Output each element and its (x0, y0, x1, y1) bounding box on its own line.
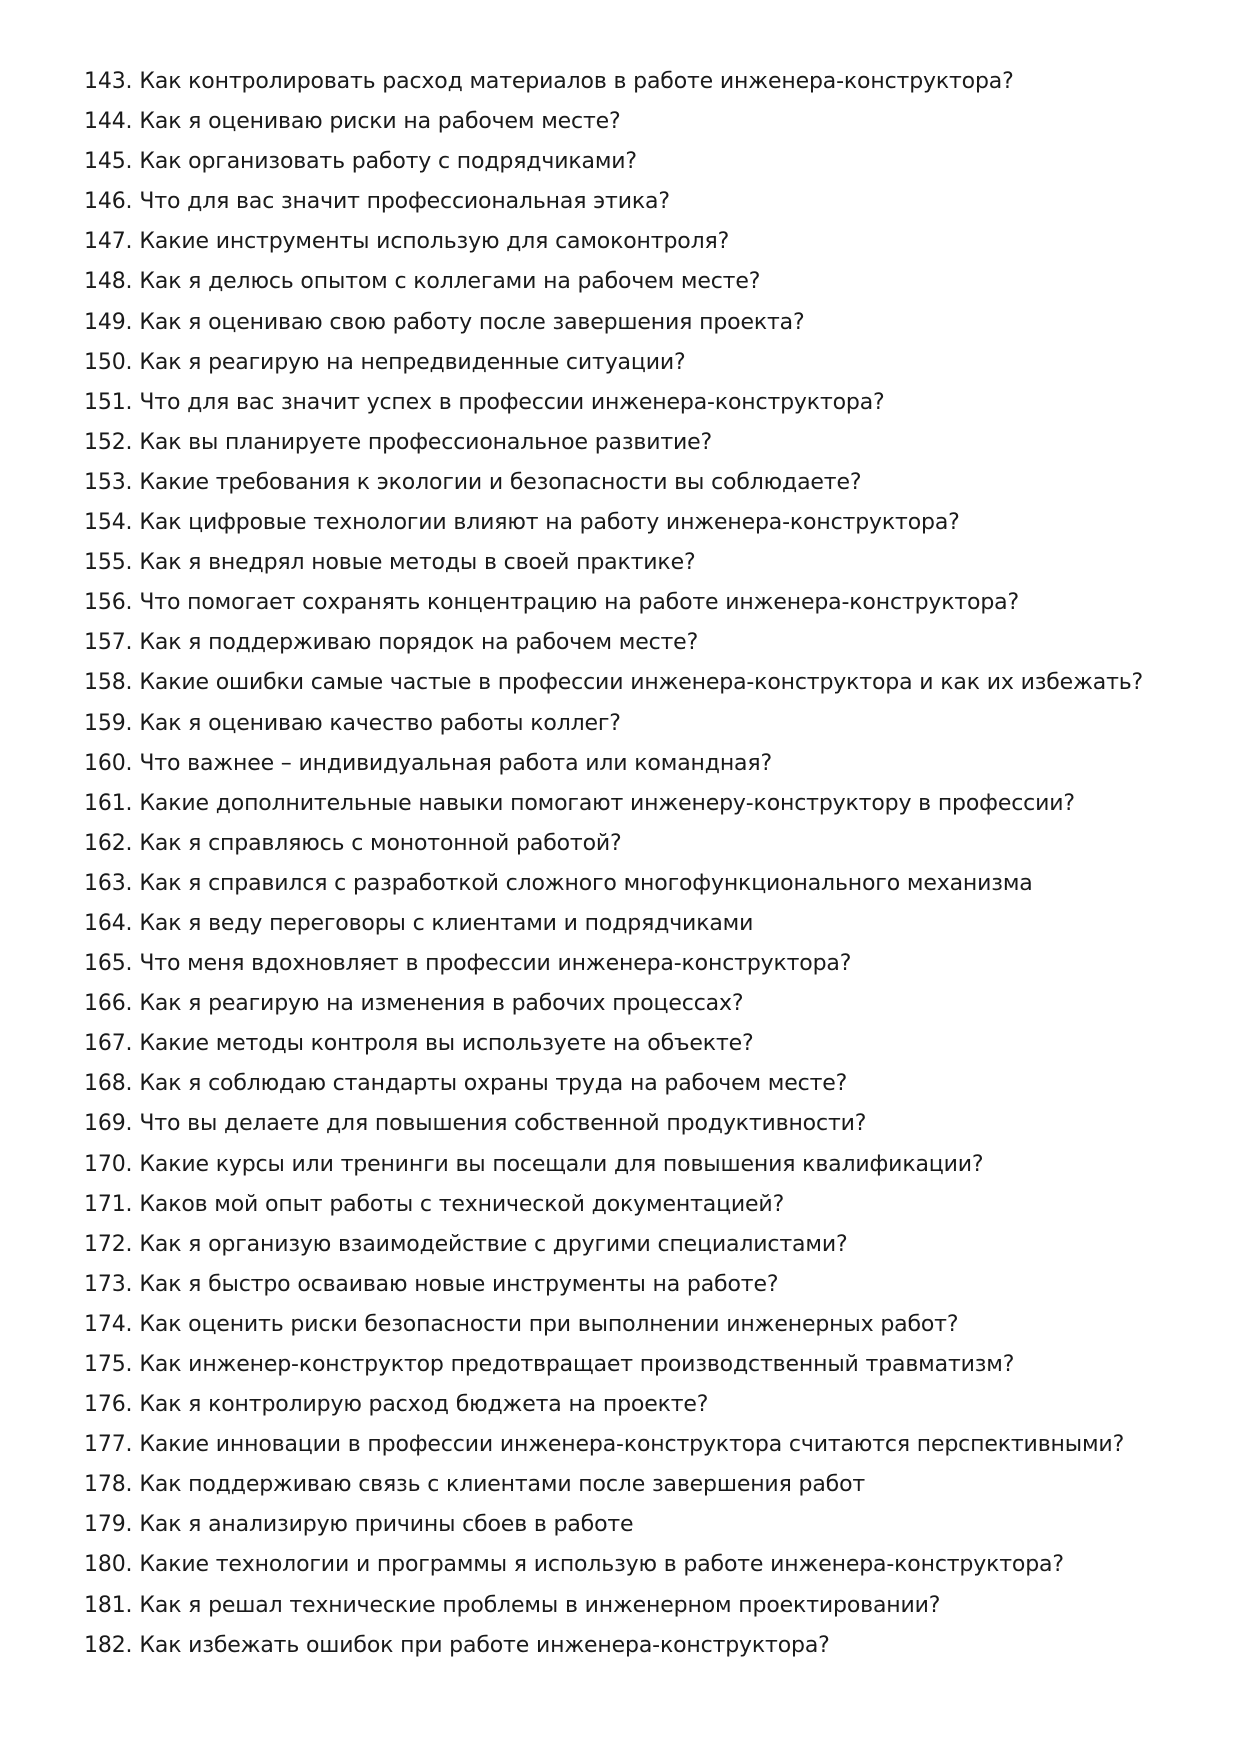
question-text: Как я контролирую расход бюджета на проекте? (139, 1392, 709, 1418)
question-text: Как я внедрял новые методы в своей практике? (139, 550, 696, 576)
question-text: Как я реагирую на изменения в рабочих процессах? (139, 991, 744, 1017)
question-text: Какие инновации в профессии инженера-конструктора считаются перспективными? (139, 1432, 1125, 1458)
question-text: Как инженер-конструктор предотвращает производственный травматизм? (139, 1352, 1015, 1377)
list-item (84, 1265, 1184, 1305)
question-number: 155. (84, 550, 133, 576)
question-number: 147. (84, 229, 133, 255)
list-item (84, 262, 1184, 302)
question-number: 167. (84, 1031, 133, 1057)
list-item (84, 1465, 1184, 1505)
question-number: 171. (84, 1191, 133, 1217)
list-item (84, 984, 1184, 1024)
question-number: 146. (84, 189, 133, 215)
question-number: 162. (84, 830, 133, 856)
list-item (84, 343, 1184, 383)
list-item (84, 1185, 1184, 1225)
question-text: Что для вас значит успех в профессии инженера-конструктора? (139, 389, 885, 415)
question-number: 166. (84, 991, 133, 1017)
list-item (84, 784, 1184, 824)
question-number: 160. (84, 750, 133, 776)
question-number: 176. (84, 1392, 133, 1418)
question-list (84, 62, 1184, 1666)
question-number: 161. (84, 790, 133, 816)
question-text: Какие требования к экологии и безопасности вы соблюдаете? (139, 469, 862, 495)
question-text: Как я справляюсь с монотонной работой? (139, 830, 622, 856)
list-item (84, 1425, 1184, 1465)
list-item (84, 744, 1184, 784)
question-number: 158. (84, 670, 133, 696)
question-text: Как я веду переговоры с клиентами и подрядчиками (139, 910, 754, 936)
list-item (84, 1626, 1184, 1666)
question-number: 179. (84, 1512, 133, 1538)
list-item (84, 1545, 1184, 1585)
question-number: 152. (84, 429, 133, 455)
question-number: 165. (84, 951, 133, 977)
question-text: Как вы планируете профессиональное развитие? (139, 429, 713, 455)
list-item (84, 503, 1184, 543)
question-number: 149. (84, 309, 133, 335)
question-number: 157. (84, 630, 133, 656)
question-text: Как цифровые технологии влияют на работу инженера-конструктора? (139, 510, 960, 536)
question-number: 145. (84, 149, 133, 175)
question-text: Как я решал технические проблемы в инженерном проектировании? (139, 1592, 941, 1618)
question-text: Как я оцениваю риски на рабочем месте? (139, 109, 621, 135)
question-text: Что помогает сохранять концентрацию на работе инженера-конструктора? (139, 590, 1020, 616)
question-text: Каков мой опыт работы с технической документацией? (139, 1191, 785, 1217)
question-text: Какие инструменты использую для самоконтроля? (139, 229, 730, 255)
question-number: 148. (84, 269, 133, 295)
list-item (84, 142, 1184, 182)
list-item (84, 1064, 1184, 1104)
list-item (84, 1345, 1184, 1385)
question-text: Как я быстро осваиваю новые инструменты на работе? (139, 1271, 779, 1297)
question-number: 182. (84, 1632, 133, 1658)
question-text: Как я реагирую на непредвиденные ситуации? (139, 349, 686, 375)
question-text: Как организовать работу с подрядчиками? (139, 149, 637, 175)
question-text: Как контролировать расход материалов в работе инженера-конструктора? (139, 69, 1014, 94)
question-text: Как я делюсь опытом с коллегами на рабочем месте? (139, 269, 761, 295)
question-text: Что меня вдохновляет в профессии инженера-конструктора? (139, 951, 852, 977)
question-number: 154. (84, 510, 133, 536)
list-item (84, 1024, 1184, 1064)
list-item (84, 583, 1184, 623)
question-number: 156. (84, 590, 133, 616)
list-item (84, 1104, 1184, 1144)
list-item (84, 944, 1184, 984)
list-item (84, 1586, 1184, 1626)
question-text: Какие ошибки самые частые в профессии инженера-конструктора и как их избежать? (139, 670, 1144, 696)
question-text: Как я организую взаимодействие с другими специалистами? (139, 1231, 848, 1257)
question-text: Как я поддерживаю порядок на рабочем месте? (139, 630, 699, 656)
list-item (84, 904, 1184, 944)
list-item (84, 303, 1184, 343)
question-text: Как я справился с разработкой сложного многофункционального механизма (139, 870, 1033, 896)
question-number: 169. (84, 1111, 133, 1137)
question-text: Как я оцениваю свою работу после завершения проекта? (139, 309, 805, 335)
list-item (84, 663, 1184, 703)
question-number: 181. (84, 1592, 133, 1618)
question-text: Как я оцениваю качество работы коллег? (139, 710, 621, 736)
list-item (84, 182, 1184, 222)
list-item (84, 62, 1184, 102)
question-number: 144. (84, 109, 133, 135)
question-number: 151. (84, 389, 133, 415)
question-number: 163. (84, 870, 133, 896)
question-number: 172. (84, 1231, 133, 1257)
question-text: Как я соблюдаю стандарты охраны труда на рабочем месте? (139, 1071, 848, 1097)
question-number: 175. (84, 1352, 133, 1377)
list-item (84, 824, 1184, 864)
question-text: Что для вас значит профессиональная этика? (139, 189, 670, 215)
question-text: Как оценить риски безопасности при выполнении инженерных работ? (139, 1311, 959, 1337)
question-number: 143. (84, 69, 133, 94)
question-number: 174. (84, 1311, 133, 1337)
question-number: 180. (84, 1552, 133, 1578)
question-text: Какие курсы или тренинги вы посещали для повышения квалификации? (139, 1151, 984, 1177)
list-item (84, 1385, 1184, 1425)
question-text: Какие методы контроля вы используете на объекте? (139, 1031, 754, 1057)
list-item (84, 704, 1184, 744)
question-text: Что важнее – индивидуальная работа или командная? (139, 750, 772, 776)
list-item (84, 1225, 1184, 1265)
question-text: Что вы делаете для повышения собственной продуктивности? (139, 1111, 867, 1137)
question-number: 164. (84, 910, 133, 936)
question-number: 150. (84, 349, 133, 375)
list-item (84, 623, 1184, 663)
list-item (84, 1505, 1184, 1545)
question-number: 159. (84, 710, 133, 736)
list-item (84, 1305, 1184, 1345)
question-text: Какие технологии и программы я использую в работе инженера-конструктора? (139, 1552, 1064, 1578)
list-item (84, 543, 1184, 583)
question-number: 153. (84, 469, 133, 495)
question-text: Как избежать ошибок при работе инженера-конструктора? (139, 1632, 830, 1658)
list-item (84, 463, 1184, 503)
list-item (84, 222, 1184, 262)
question-number: 173. (84, 1271, 133, 1297)
question-text: Какие дополнительные навыки помогают инженеру-конструктору в профессии? (139, 790, 1075, 816)
question-number: 168. (84, 1071, 133, 1097)
list-item (84, 423, 1184, 463)
question-number: 177. (84, 1432, 133, 1458)
question-number: 178. (84, 1472, 133, 1498)
list-item (84, 864, 1184, 904)
question-text: Как я анализирую причины сбоев в работе (139, 1512, 634, 1538)
question-number: 170. (84, 1151, 133, 1177)
question-text: Как поддерживаю связь с клиентами после завершения работ (139, 1472, 866, 1498)
list-item (84, 1145, 1184, 1185)
list-item (84, 383, 1184, 423)
list-item (84, 102, 1184, 142)
